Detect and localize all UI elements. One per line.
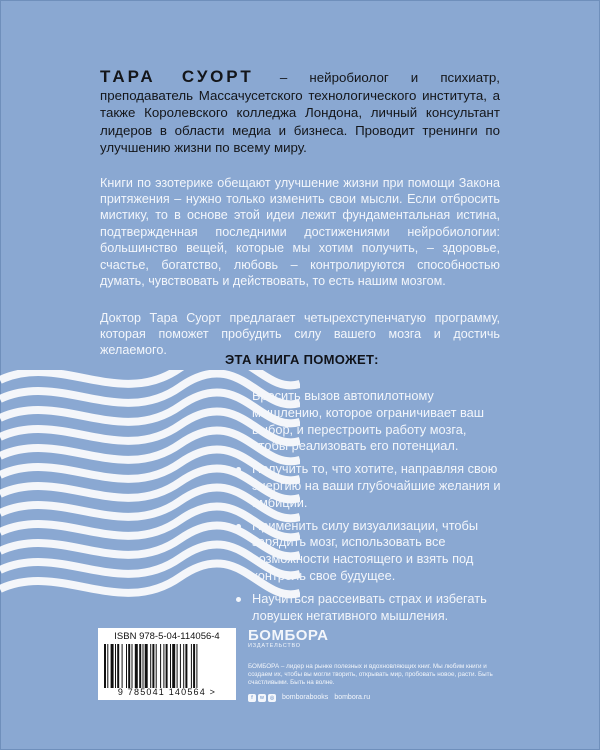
benefit-item: Применить силу визуализации, чтобы зарядить мозг, использовать все возможности настоящего и взять под контроль свое будущее. [234, 518, 506, 585]
barcode-bar [132, 644, 133, 688]
barcode-bar [145, 644, 148, 688]
facebook-icon: f [248, 694, 256, 702]
barcode-bar [163, 644, 164, 688]
barcode-bar [111, 644, 114, 688]
barcode-bar [191, 644, 192, 688]
barcode-bar [135, 644, 138, 688]
publisher-site: bombora.ru [334, 694, 371, 702]
benefit-item: Бросить вызов автопилотному мышлению, которое ограничивает ваш выбор, и перестроить работу мозга, чтобы реализовать его потенциал. [234, 388, 506, 455]
barcode-digits: 9 785041 140564 > [117, 687, 217, 697]
barcode-bar [196, 644, 197, 688]
benefit-item: Научиться рассеивать страх и избегать ловушек негативного мышления. [234, 591, 506, 625]
barcode-bar [166, 644, 168, 688]
barcode-bar [152, 644, 154, 688]
publisher-subtitle: ИЗДАТЕЛЬСТВО [248, 643, 301, 649]
barcode-bar [143, 644, 144, 688]
publisher-links [248, 694, 508, 702]
barcode-bar [107, 644, 108, 688]
barcode-bar [160, 644, 161, 688]
barcode-bar [115, 644, 116, 688]
barcode-bar [180, 644, 181, 688]
publisher-description: БОМБОРА – лидер на рынке полезных и вдохновляющих книг. Мы любим книги и создаем их, чтобы вы могли творить, открывать мир, пробовать новое, расти. Быть счастливыми. Быть на волне. [248, 663, 493, 687]
social-icons [248, 694, 276, 702]
barcode-bar [150, 644, 151, 688]
barcode-bar [172, 644, 175, 688]
barcode-bar [117, 644, 119, 688]
barcode-bar [128, 644, 130, 688]
barcode-bar [183, 644, 184, 688]
barcode-bar [177, 644, 178, 688]
benefit-item: Получить то, что хотите, направляя свою энергию на ваши глубочайшие желания и амбиции. [234, 461, 506, 511]
barcode-label [98, 628, 236, 700]
author-bio: – нейробиолог и психиатр, преподаватель Массачусетского технологического института, а также Королевского колледжа Лондона, личный консультант лидеров в области медиа и бизнеса. Проводит тренинги по улучшению жизни по всему миру. [100, 70, 500, 156]
barcode-bar [126, 644, 127, 688]
barcode-bar [170, 644, 171, 688]
program-paragraph: Доктор Тара Суорт предлагает четырехступенчатую программу, которая поможет пробудить силу вашего мозга и достичь желаемого. [100, 310, 500, 358]
publisher-block [248, 627, 508, 702]
publisher-logo: БОМБОРА [248, 627, 329, 644]
barcode-bar [122, 644, 123, 688]
barcode-icon [104, 644, 230, 688]
barcode-bar [104, 644, 106, 688]
isbn-text: ISBN 978-5-04-114056-4 [114, 631, 220, 642]
author-bio-paragraph [100, 68, 500, 157]
social-handle: bomborabooks [282, 694, 329, 702]
wave-stripe [0, 370, 300, 385]
intro-paragraph: Книги по эзотерике обещают улучшение жизни при помощи Закона притяжения – нужно только изменить свои мысли. Если отбросить мистику, то в основе этой идеи лежит фундаментальная истина, подтвержденная последними достижениями нейробиологии: большинство вещей, которые мы хотим получить, – здоровье, счастье, богатство, любовь – контролируются способностью думать, чувствовать и действовать, то есть нашим мозгом. [100, 175, 500, 289]
instagram-icon: ◎ [269, 694, 275, 701]
barcode-bar [193, 644, 195, 688]
barcode-bar [139, 644, 141, 688]
help-heading: ЭТА КНИГА ПОМОЖЕТ: [225, 352, 379, 367]
vk-icon: w [258, 694, 266, 702]
benefit-list [234, 388, 506, 630]
author-name: ТАРА СУОРТ [100, 67, 254, 87]
barcode-bar [185, 644, 187, 688]
barcode-bar [156, 644, 157, 688]
